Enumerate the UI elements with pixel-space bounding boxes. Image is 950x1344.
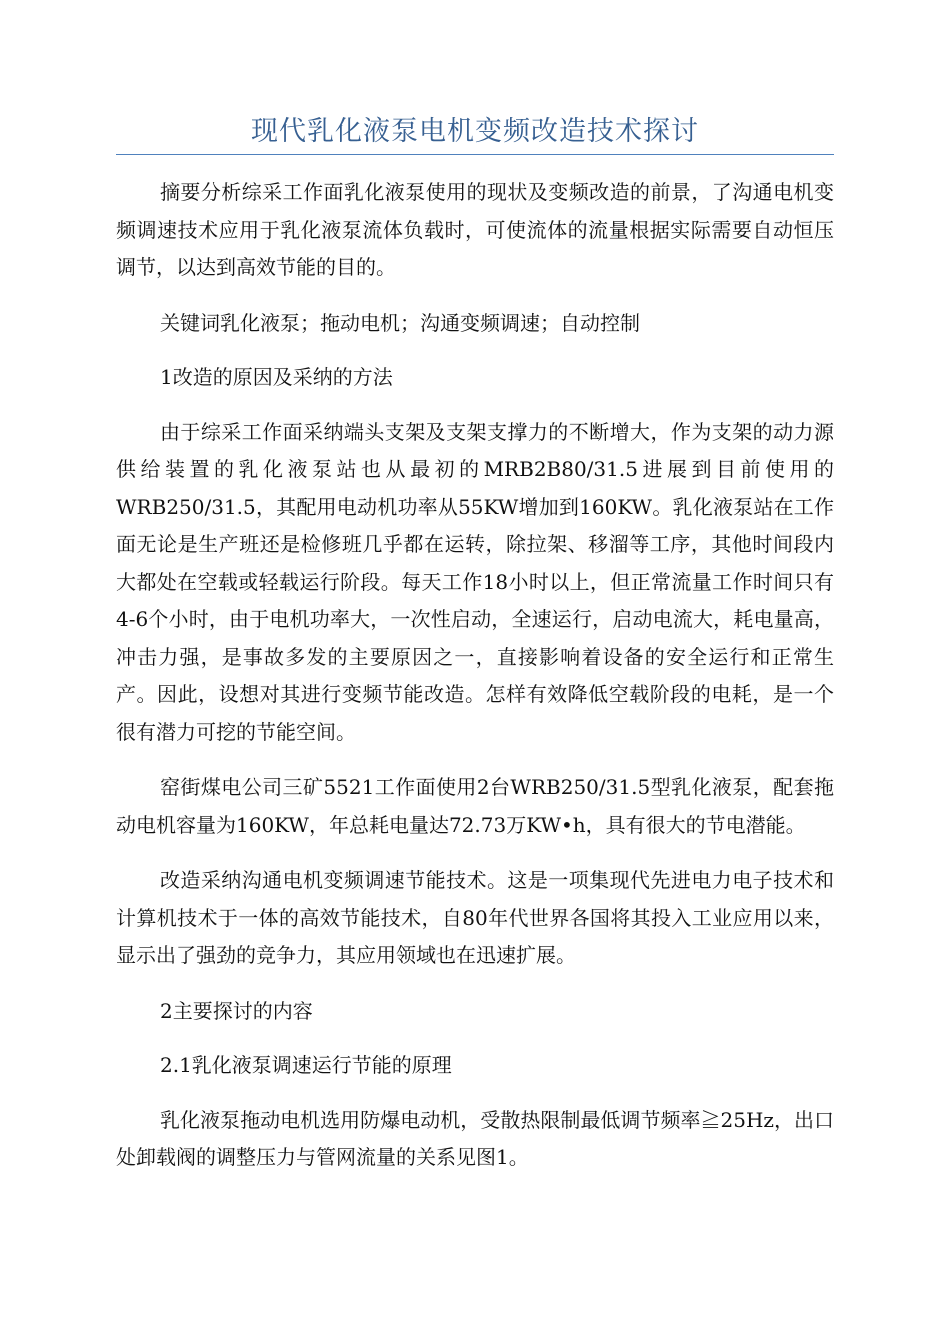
abstract-paragraph: 摘要分析综采工作面乳化液泵使用的现状及变频改造的前景，了沟通电机变频调速技术应用于乳化液泵流体负载时，可使流体的流量根据实际需要自动恒压调节，以达到高效节能的目的。 <box>116 180 834 279</box>
title-underline <box>116 154 834 155</box>
section-heading-1: 1改造的原因及采纳的方法 <box>160 365 393 389</box>
document-body <box>116 174 834 1195</box>
section-heading-2: 2主要探讨的内容 <box>160 998 313 1023</box>
body-paragraph: 由于综采工作面采纳端头支架及支架支撑力的不断增大，作为支架的动力源供给装置的乳化液泵站也从最初的MRB2B80/31.5进展到目前使用的WRB250/31.5，其配用电动机功率从55KW增加到160KW。乳化液泵站在工作面无论是生产班还是检修班几乎都在运转，除拉架、移溜等工序，其他时间段内大都处在空载或轻载运行阶段。每天工作18小时以上，但正常流量工作时间只有4-6个小时，由于电机功率大，一次性启动，全速运行，启动电流大，耗电量高，冲击力强，是事故多发的主要原因之一，直接影响着设备的安全运行和正常生产。因此，设想对其进行变频节能改造。怎样有效降低空载阶段的电耗，是一个很有潜力可挖的节能空间。 <box>116 419 834 744</box>
subsection-heading-2-1: 2.1乳化液泵调速运行节能的原理 <box>160 1053 452 1077</box>
document-title: 现代乳化液泵电机变频改造技术探讨 <box>251 116 699 147</box>
keywords-paragraph: 关键词乳化液泵；拖动电机；沟通变频调速；自动控制 <box>160 310 640 335</box>
body-paragraph: 窑街煤电公司三矿5521工作面使用2台WRB250/31.5型乳化液泵，配套拖动电机容量为160KW，年总耗电量达72.73万KW•h，具有很大的节电潜能。 <box>116 775 834 837</box>
body-paragraph: 乳化液泵拖动电机选用防爆电动机，受散热限制最低调节频率≧25Hz，出口处卸载阀的调整压力与管网流量的关系见图1。 <box>116 1107 834 1169</box>
body-paragraph: 改造采纳沟通电机变频调速节能技术。这是一项集现代先进电力电子技术和计算机技术于一体的高效节能技术，自80年代世界各国将其投入工业应用以来，显示出了强劲的竞争力，其应用领域也在迅速扩展。 <box>116 868 834 967</box>
